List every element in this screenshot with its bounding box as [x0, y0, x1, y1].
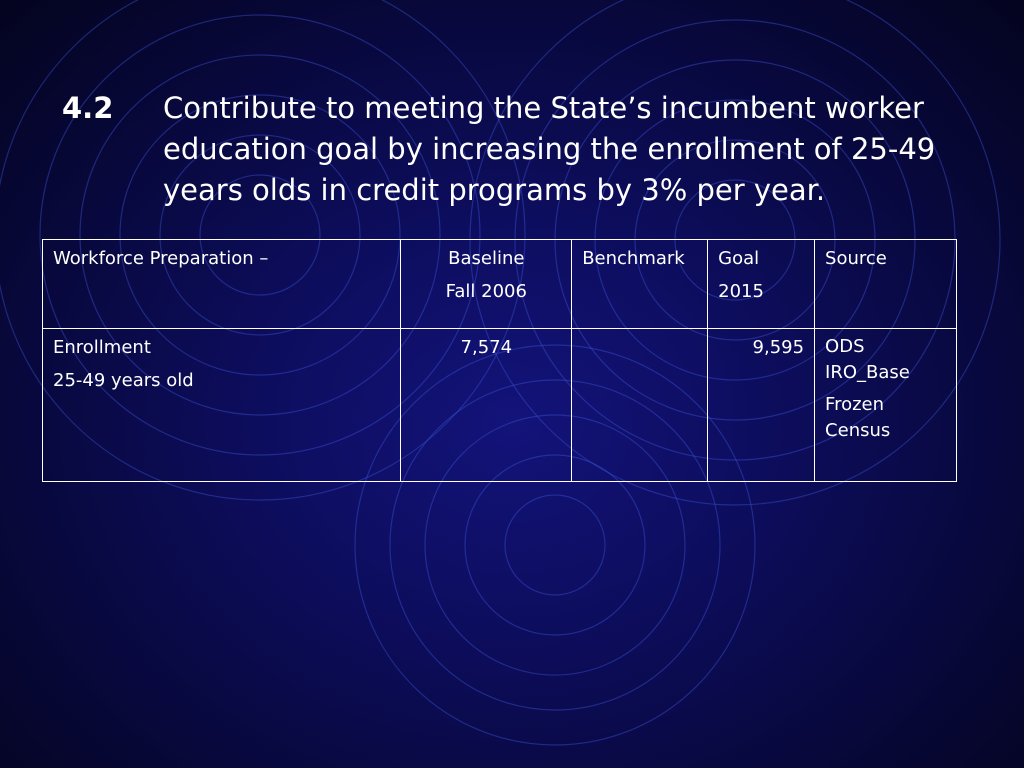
- header-source-label: Source: [825, 248, 887, 269]
- heading-text: Contribute to meeting the State’s incumbent worker education goal by increasing the enrollment of 25-49 years olds in credit programs by 3% per year.: [163, 91, 936, 207]
- workforce-table: [42, 239, 957, 482]
- header-category: [43, 240, 401, 329]
- header-baseline-term: Fall 2006: [445, 281, 527, 302]
- header-category-label: Workforce Preparation –: [53, 248, 269, 269]
- header-goal-label: Goal: [718, 248, 760, 269]
- header-goal-year: 2015: [718, 281, 764, 302]
- header-goal: [708, 240, 815, 329]
- cell-category: [43, 329, 401, 482]
- cell-goal-value: 9,595: [752, 337, 805, 358]
- header-baseline-label: Baseline: [448, 248, 525, 269]
- cell-source-line1: ODS IRO_Base: [825, 336, 910, 383]
- heading-number: 4.2: [62, 91, 114, 125]
- header-benchmark-label: Benchmark: [582, 248, 685, 269]
- header-benchmark: [572, 240, 708, 329]
- cell-category-line1: Enrollment: [53, 337, 151, 358]
- cell-source-line2: Frozen Census: [825, 394, 891, 441]
- header-baseline: [401, 240, 572, 329]
- cell-source: [815, 329, 957, 482]
- cell-baseline: [401, 329, 572, 482]
- table-header-row: [43, 240, 957, 329]
- header-source: [815, 240, 957, 329]
- cell-baseline-value: 7,574: [460, 337, 513, 358]
- table-row: [43, 329, 957, 482]
- cell-category-line2: 25-49 years old: [53, 370, 194, 391]
- cell-benchmark: [572, 329, 708, 482]
- cell-goal: [708, 329, 815, 482]
